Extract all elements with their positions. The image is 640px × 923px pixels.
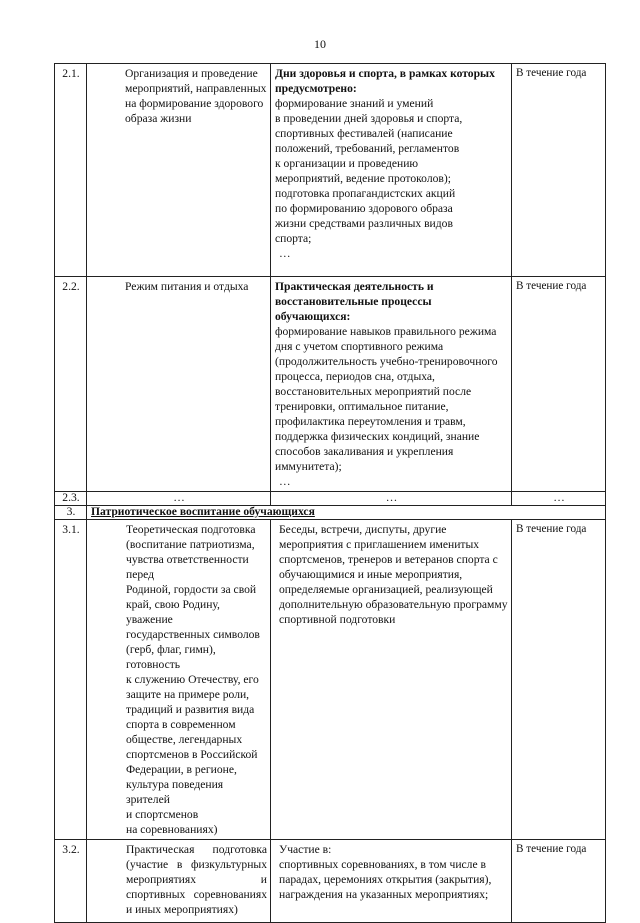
content-body: формирование знаний и умений в проведении дней здоровья и спорта, спортивных фестивалей (написание положений, требований, регламентов к организации и проведению мероприятий, ведение протоколов); подготовка пропагандистских акций по формированию здорового образа жизни средствами различных видов спорта; xyxy=(275,97,463,245)
row-content: … xyxy=(271,492,512,506)
content-heading: Участие в: xyxy=(279,843,332,856)
row-number: 2.3. xyxy=(55,492,87,506)
row-topic: Организация и проведение мероприятий, направленных на формирование здорового образа жизни xyxy=(87,64,271,277)
section-row-3 xyxy=(55,506,606,520)
row-content xyxy=(271,64,512,277)
row-content: Беседы, встречи, диспуты, другие мероприятия с приглашением именитых спортсменов, тренеров и ветеранов спорта с обучающимися и иные мероприятия, определяемые организацией, реализующей дополнительную образовательную программу спортивной подготовки xyxy=(271,520,512,840)
row-topic: Режим питания и отдыха xyxy=(87,277,271,492)
table-row-2-3 xyxy=(55,492,606,506)
plan-table xyxy=(54,63,606,923)
row-topic: Практическая подготовка (участие в физкультурных мероприятиях и спортивных соревнованиях и иных мероприятиях) xyxy=(87,840,271,923)
row-number: 2.1. xyxy=(55,64,87,277)
table-row-3-1 xyxy=(55,520,606,840)
row-term: В течение года xyxy=(512,64,606,277)
content-heading: Практическая деятельность и восстановительные процессы обучающихся: xyxy=(275,280,434,323)
content-heading: Дни здоровья и спорта, в рамках которых предусмотрено: xyxy=(275,67,495,95)
content-body: формирование навыков правильного режима дня с учетом спортивного режима (продолжительность учебно-тренировочного процесса, периодов сна, отдыха, восстановительных мероприятий после тренировки, оптимальное питание, профилактика переутомления и травм, поддержка физических кондиций, знание способов закаливания и укрепления иммунитета); xyxy=(275,325,498,473)
row-term: В течение года xyxy=(512,520,606,840)
row-topic: Теоретическая подготовка (воспитание патриотизма, чувства ответственности перед Родиной, гордости за свой край, свою Родину, уважение государственных символов (герб, флаг, гимн), готовность к служению Отечеству, его защите на примере роли, традиций и развития вида спорта в современном обществе, легендарных спортсменов в Российской Федерации, в регионе, культура поведения зрителей и спортсменов на соревнованиях) xyxy=(87,520,271,840)
content-ellipsis: … xyxy=(279,247,291,260)
row-number: 2.2. xyxy=(55,277,87,492)
table-row-3-2 xyxy=(55,840,606,923)
row-topic: … xyxy=(87,492,271,506)
row-term: … xyxy=(512,492,606,506)
page-number: 10 xyxy=(314,37,326,51)
row-term: В течение года xyxy=(512,840,606,923)
section-title: Патриотическое воспитание обучающихся xyxy=(87,506,606,520)
content-ellipsis: … xyxy=(279,475,291,488)
row-number: 3.2. xyxy=(55,840,87,923)
row-content xyxy=(271,840,512,923)
section-number: 3. xyxy=(55,506,87,520)
row-number: 3.1. xyxy=(55,520,87,840)
content-body: спортивных соревнованиях, в том числе в парадах, церемониях открытия (закрытия), награждения на указанных мероприятиях; xyxy=(279,858,492,901)
table-row-2-2 xyxy=(55,277,606,492)
table-row-2-1 xyxy=(55,64,606,277)
row-content xyxy=(271,277,512,492)
row-term: В течение года xyxy=(512,277,606,492)
